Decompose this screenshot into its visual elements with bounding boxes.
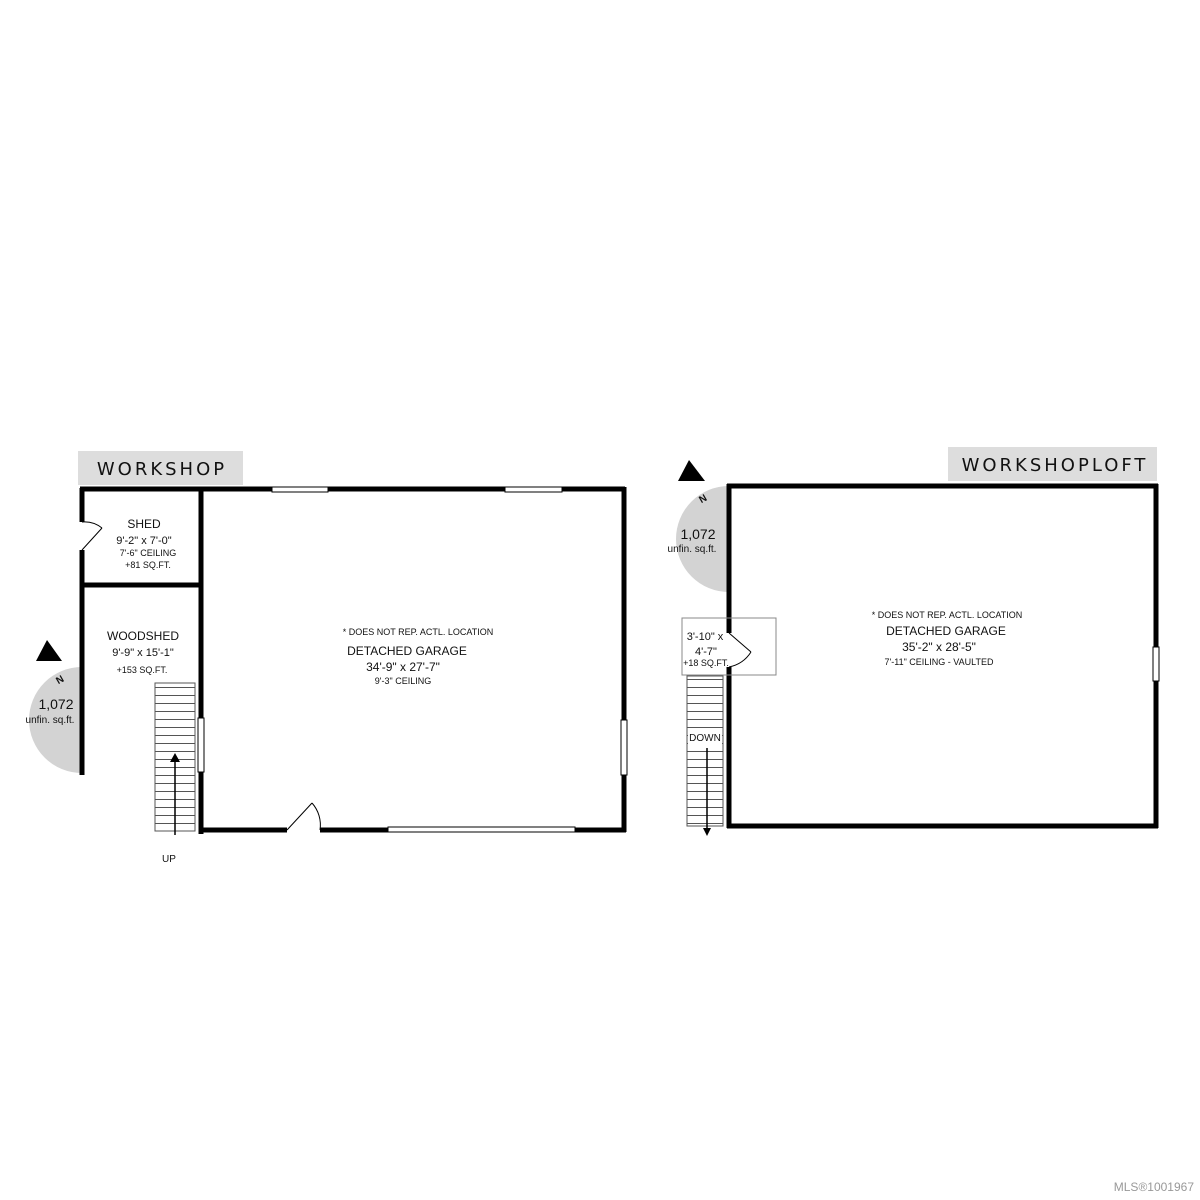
loft-stair-label: DOWN [689,733,721,744]
loft-garage-ceiling: 7'-11" CEILING - VAULTED [884,657,994,667]
workshop-garage-label [343,627,494,686]
workshop-compass [26,640,82,773]
closet-area: +18 SQ.FT. [683,658,729,668]
shed-ceiling: 7'-6" CEILING [119,548,177,558]
shed-dims: 9'-2" x 7'-0" [116,535,172,547]
workshop-stair-label: UP [162,854,176,865]
woodshed-name: WOODSHED [107,629,179,643]
loft-walls [727,484,1158,828]
workshop-title: WORKSHOP [96,459,228,480]
loft-garage-note: * DOES NOT REP. ACTL. LOCATION [871,610,1023,620]
shed-name: SHED [127,517,161,531]
shed-area: +81 SQ.FT. [125,560,171,570]
loft-plan [668,447,1159,836]
closet-dims-line2: 4'-7" [695,646,717,658]
mls-watermark: MLS®1001967 [1113,1180,1194,1194]
workshop-shed-door [82,522,102,550]
woodshed-label [107,629,179,675]
workshop-garage-ceiling: 9'-3" CEILING [374,676,432,686]
loft-garage-name: DETACHED GARAGE [886,624,1006,638]
woodshed-area: +153 SQ.FT. [116,665,168,675]
shed-label [116,517,176,570]
closet-dims-line1: 3'-10" x [686,631,724,643]
workshop-stairs [155,683,195,865]
workshop-garage-dims: 34'-9" x 27'-7" [366,660,440,674]
workshop-area-unit: unfin. sq.ft. [25,715,75,726]
loft-garage-label [872,610,1023,667]
loft-garage-dims: 35'-2" x 28'-5" [902,640,976,654]
workshop-garage-door [287,803,320,830]
workshop-area-value: 1,072 [38,696,74,712]
woodshed-dims: 9'-9" x 15'-1" [112,647,174,659]
workshop-north-label: N [54,673,67,688]
loft-windows [1153,647,1159,681]
loft-compass [668,460,729,592]
loft-title: WORKSHOPLOFT [961,455,1149,476]
loft-stairs [687,676,723,836]
loft-north-label: N [697,492,710,507]
loft-area-value: 1,072 [680,526,716,542]
loft-area-unit: unfin. sq.ft. [667,544,717,555]
workshop-garage-note: * DOES NOT REP. ACTL. LOCATION [342,627,494,637]
workshop-garage-name: DETACHED GARAGE [347,644,467,658]
workshop-plan [26,451,627,865]
